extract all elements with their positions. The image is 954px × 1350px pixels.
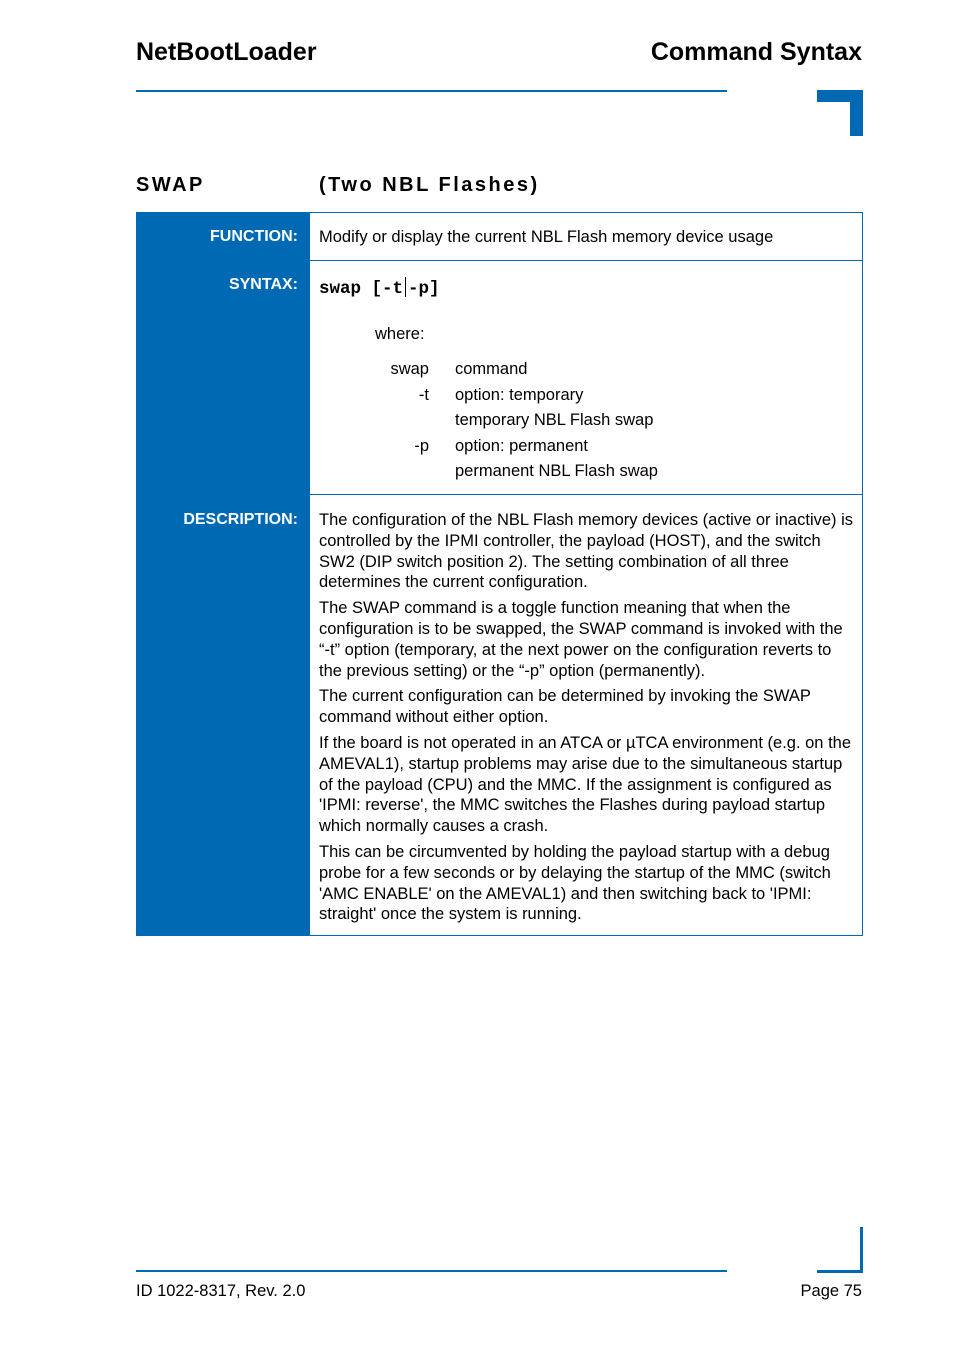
description-label: DESCRIPTION: — [183, 511, 298, 528]
function-label: FUNCTION: — [210, 228, 298, 245]
row-divider — [310, 494, 862, 495]
command-name: SWAP — [136, 174, 205, 196]
option-desc: permanent NBL Flash swap — [455, 462, 658, 480]
description-paragraph: If the board is not operated in an ATCA or µTCA environment (e.g. on the AMEVAL1), startup problems may arise due to the simultaneous startup of the payload (CPU) and the MMC. If the assignment is configured as 'IPMI: reverse', the MMC switches the Flashes during payload startup which normally causes a crash. — [319, 733, 852, 836]
description-paragraph: The configuration of the NBL Flash memory devices (active or inactive) is controlled by the IPMI controller, the payload (HOST), and the switch SW2 (DIP switch position 2). The setting combination of all three determines the current configuration. — [319, 511, 854, 592]
option-name: swap — [390, 360, 429, 378]
document-id: ID 1022-8317, Rev. 2.0 — [136, 1282, 306, 1300]
description-text — [319, 510, 854, 930]
description-paragraph: This can be circumvented by holding the payload startup with a debug probe for a few seconds or by delaying the startup of the MMC (switch 'AMC ENABLE' on the AMEVAL1) and then switching back to 'IPMI: straight' once the system is running. — [319, 842, 831, 924]
where-label: where: — [375, 325, 425, 343]
header-rule — [136, 90, 727, 92]
function-text: Modify or display the current NBL Flash memory device usage — [319, 228, 774, 246]
description-paragraph: The current configuration can be determined by invoking the SWAP command without either option. — [319, 687, 811, 727]
chapter-title: Command Syntax — [650, 38, 862, 66]
footer-corner-mark — [817, 1270, 863, 1273]
command-table — [136, 212, 863, 936]
option-desc: temporary NBL Flash swap — [455, 411, 654, 429]
label-column — [137, 213, 310, 935]
option-desc: command — [455, 360, 528, 378]
row-divider — [310, 260, 862, 261]
command-subtitle: (Two NBL Flashes) — [319, 174, 540, 196]
syntax-code — [319, 277, 440, 300]
option-desc: option: permanent — [455, 437, 589, 455]
page-number: Page 75 — [800, 1282, 862, 1300]
option-desc: option: temporary — [455, 386, 584, 404]
syntax-label: SYNTAX: — [228, 276, 298, 293]
syntax-code-part1: swap [-t — [319, 279, 404, 299]
option-name: -p — [414, 437, 429, 455]
section-title — [136, 174, 540, 197]
option-name: -t — [418, 386, 429, 404]
footer-corner-mark-vertical — [860, 1227, 863, 1273]
description-paragraph: The SWAP command is a toggle function meaning that when the configuration is to be swapped, the SWAP command is invoked with the “-t” option (temporary, at the next power on the configuration reverts to the previous setting) or the “-p” option (permanently). — [319, 599, 843, 680]
footer-rule — [136, 1270, 727, 1272]
syntax-code-part2: -p] — [408, 279, 440, 299]
document-title: NetBootLoader — [136, 38, 317, 66]
header-corner-mark-vertical — [850, 90, 863, 136]
syntax-separator — [405, 277, 406, 297]
